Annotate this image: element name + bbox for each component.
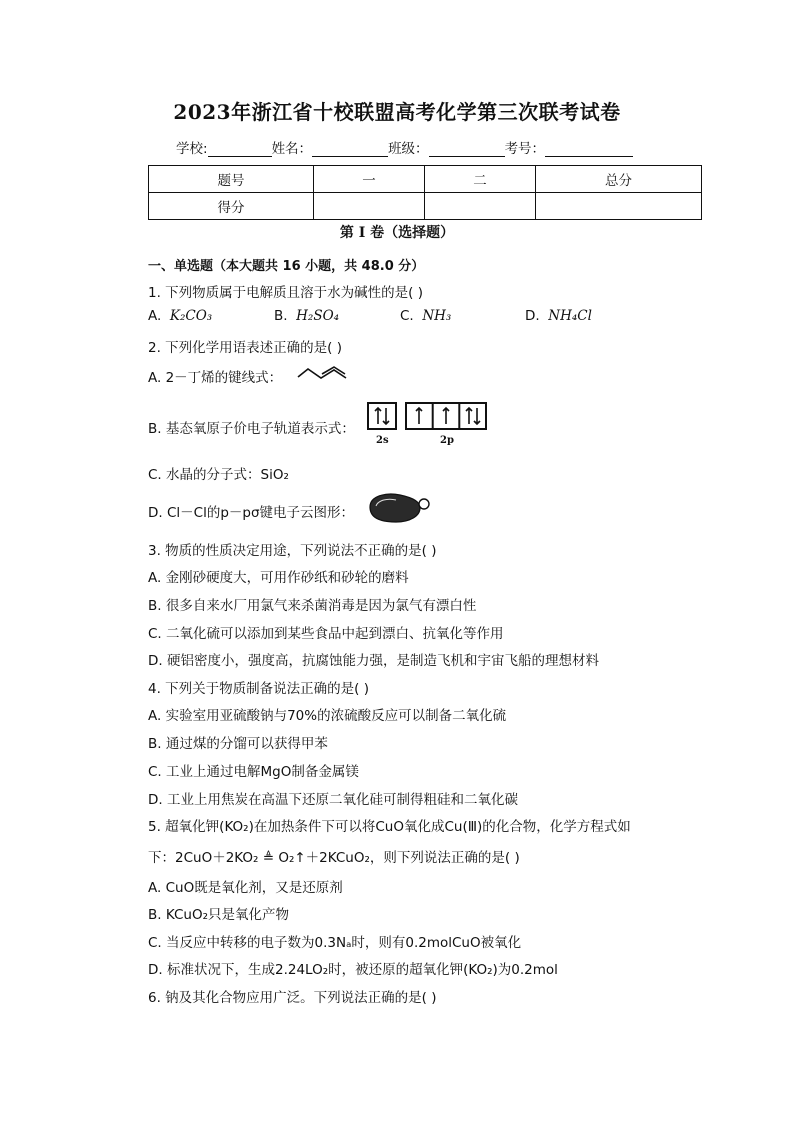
oxygen-orbital-diagram — [366, 400, 490, 448]
q1-options — [148, 308, 708, 328]
q4-option-b[interactable]: B. 通过煤的分馏可以获得甲苯 — [148, 736, 328, 752]
option-label: B. — [274, 308, 288, 324]
q2-option-b[interactable] — [148, 417, 355, 437]
score-table — [148, 165, 702, 220]
score-cell[interactable] — [425, 193, 536, 220]
q1-option-a[interactable] — [148, 308, 212, 324]
q3-option-d[interactable]: D. 硬铝密度小，强度高，抗腐蚀能力强，是制造飞机和宇宙飞船的理想材料 — [148, 653, 599, 669]
option-text: A. 2－丁烯的键线式： — [148, 370, 283, 386]
q2-option-c[interactable] — [148, 463, 289, 483]
q5-option-c[interactable]: C. 当反应中转移的电子数为0.3Nₐ时，则有0.2molCuO被氧化 — [148, 935, 522, 951]
header-cell: 题号 — [149, 166, 314, 193]
header-cell: 总分 — [536, 166, 702, 193]
score-row-label: 得分 — [149, 193, 314, 220]
option-text: NH₄Cl — [548, 308, 592, 324]
name-label: 姓名： — [271, 141, 313, 157]
option-text: NH₃ — [422, 308, 452, 324]
number-blank[interactable] — [545, 142, 633, 157]
q3-option-c[interactable]: C. 二氧化硫可以添加到某些食品中起到漂白、抗氧化等作用 — [148, 626, 504, 642]
q1-option-d[interactable] — [525, 308, 592, 324]
q5-option-a[interactable]: A. CuO既是氧化剂，又是还原剂 — [148, 880, 343, 896]
q1-option-b[interactable] — [274, 308, 339, 324]
q4-stem: 4. 下列关于物质制备说法正确的是( ) — [148, 681, 369, 697]
header-cell: 一 — [314, 166, 425, 193]
orbital-2s-label: 2s — [376, 435, 389, 446]
q2-stem: 2. 下列化学用语表述正确的是( ) — [148, 340, 342, 356]
score-table-score-row — [149, 193, 702, 220]
name-blank[interactable] — [312, 142, 388, 157]
option-text: H₂SO₄ — [296, 308, 340, 324]
option-label: C. — [400, 308, 414, 324]
p-p-sigma-bond-cloud — [366, 490, 432, 526]
q3-option-a[interactable]: A. 金刚砂硬度大，可用作砂纸和砂轮的磨料 — [148, 570, 409, 586]
q5-option-b[interactable]: B. KCuO₂只是氧化产物 — [148, 907, 289, 923]
option-text: K₂CO₃ — [169, 308, 213, 324]
q4-option-c[interactable]: C. 工业上通过电解MgO制备金属镁 — [148, 764, 359, 780]
score-table-header-row — [149, 166, 702, 193]
number-label: 考号： — [504, 141, 546, 157]
q3-stem: 3. 物质的性质决定用途，下列说法不正确的是( ) — [148, 543, 437, 559]
q3-option-b[interactable]: B. 很多自来水厂用氯气来杀菌消毒是因为氯气有漂白性 — [148, 598, 477, 614]
option-text: C. 水晶的分子式：SiO₂ — [148, 467, 289, 483]
option-text: B. 基态氧原子价电子轨道表示式： — [148, 421, 355, 437]
q5-option-d[interactable]: D. 标准状况下，生成2.24LO₂时，被还原的超氧化钾(KO₂)为0.2mol — [148, 962, 558, 978]
q5-stem-line2: 下：2CuO＋2KO₂ ≜ O₂↑＋2KCuO₂，则下列说法正确的是( ) — [148, 850, 520, 866]
2-butene-skeletal-formula — [296, 364, 348, 384]
option-text: D. Cl－Cl的p－pσ键电子云图形： — [148, 505, 355, 521]
option-label: A. — [148, 308, 162, 324]
school-label: 学校: — [176, 141, 208, 157]
q1-option-c[interactable] — [400, 308, 451, 324]
q4-option-a[interactable]: A. 实验室用亚硫酸钠与70%的浓硫酸反应可以制备二氧化硫 — [148, 708, 507, 724]
q2-option-d[interactable] — [148, 501, 354, 521]
q2-option-a[interactable] — [148, 366, 282, 386]
class-blank[interactable] — [429, 142, 505, 157]
school-blank[interactable] — [208, 142, 272, 157]
q1-stem: 1. 下列物质属于电解质且溶于水为碱性的是( ) — [148, 285, 423, 301]
section-title: 第 I 卷（选择题） — [339, 225, 455, 241]
header-cell: 二 — [425, 166, 536, 193]
q4-option-d[interactable]: D. 工业上用焦炭在高温下还原二氧化硅可制得粗硅和二氧化碳 — [148, 792, 518, 808]
q6-stem: 6. 钠及其化合物应用广泛。下列说法正确的是( ) — [148, 990, 437, 1006]
student-info-line — [176, 137, 633, 157]
exam-title: 2023年浙江省十校联盟高考化学第三次联考试卷 — [173, 100, 621, 124]
q5-stem-line1: 5. 超氧化钾(KO₂)在加热条件下可以将CuO氧化成Cu(Ⅲ)的化合物，化学方程式如 — [148, 819, 631, 835]
part-heading: 一、单选题（本大题共 16 小题，共 48.0 分） — [148, 259, 425, 274]
orbital-2p-label: 2p — [440, 435, 454, 446]
class-label: 班级： — [388, 141, 429, 157]
score-cell[interactable] — [536, 193, 702, 220]
option-label: D. — [525, 308, 540, 324]
score-cell[interactable] — [314, 193, 425, 220]
